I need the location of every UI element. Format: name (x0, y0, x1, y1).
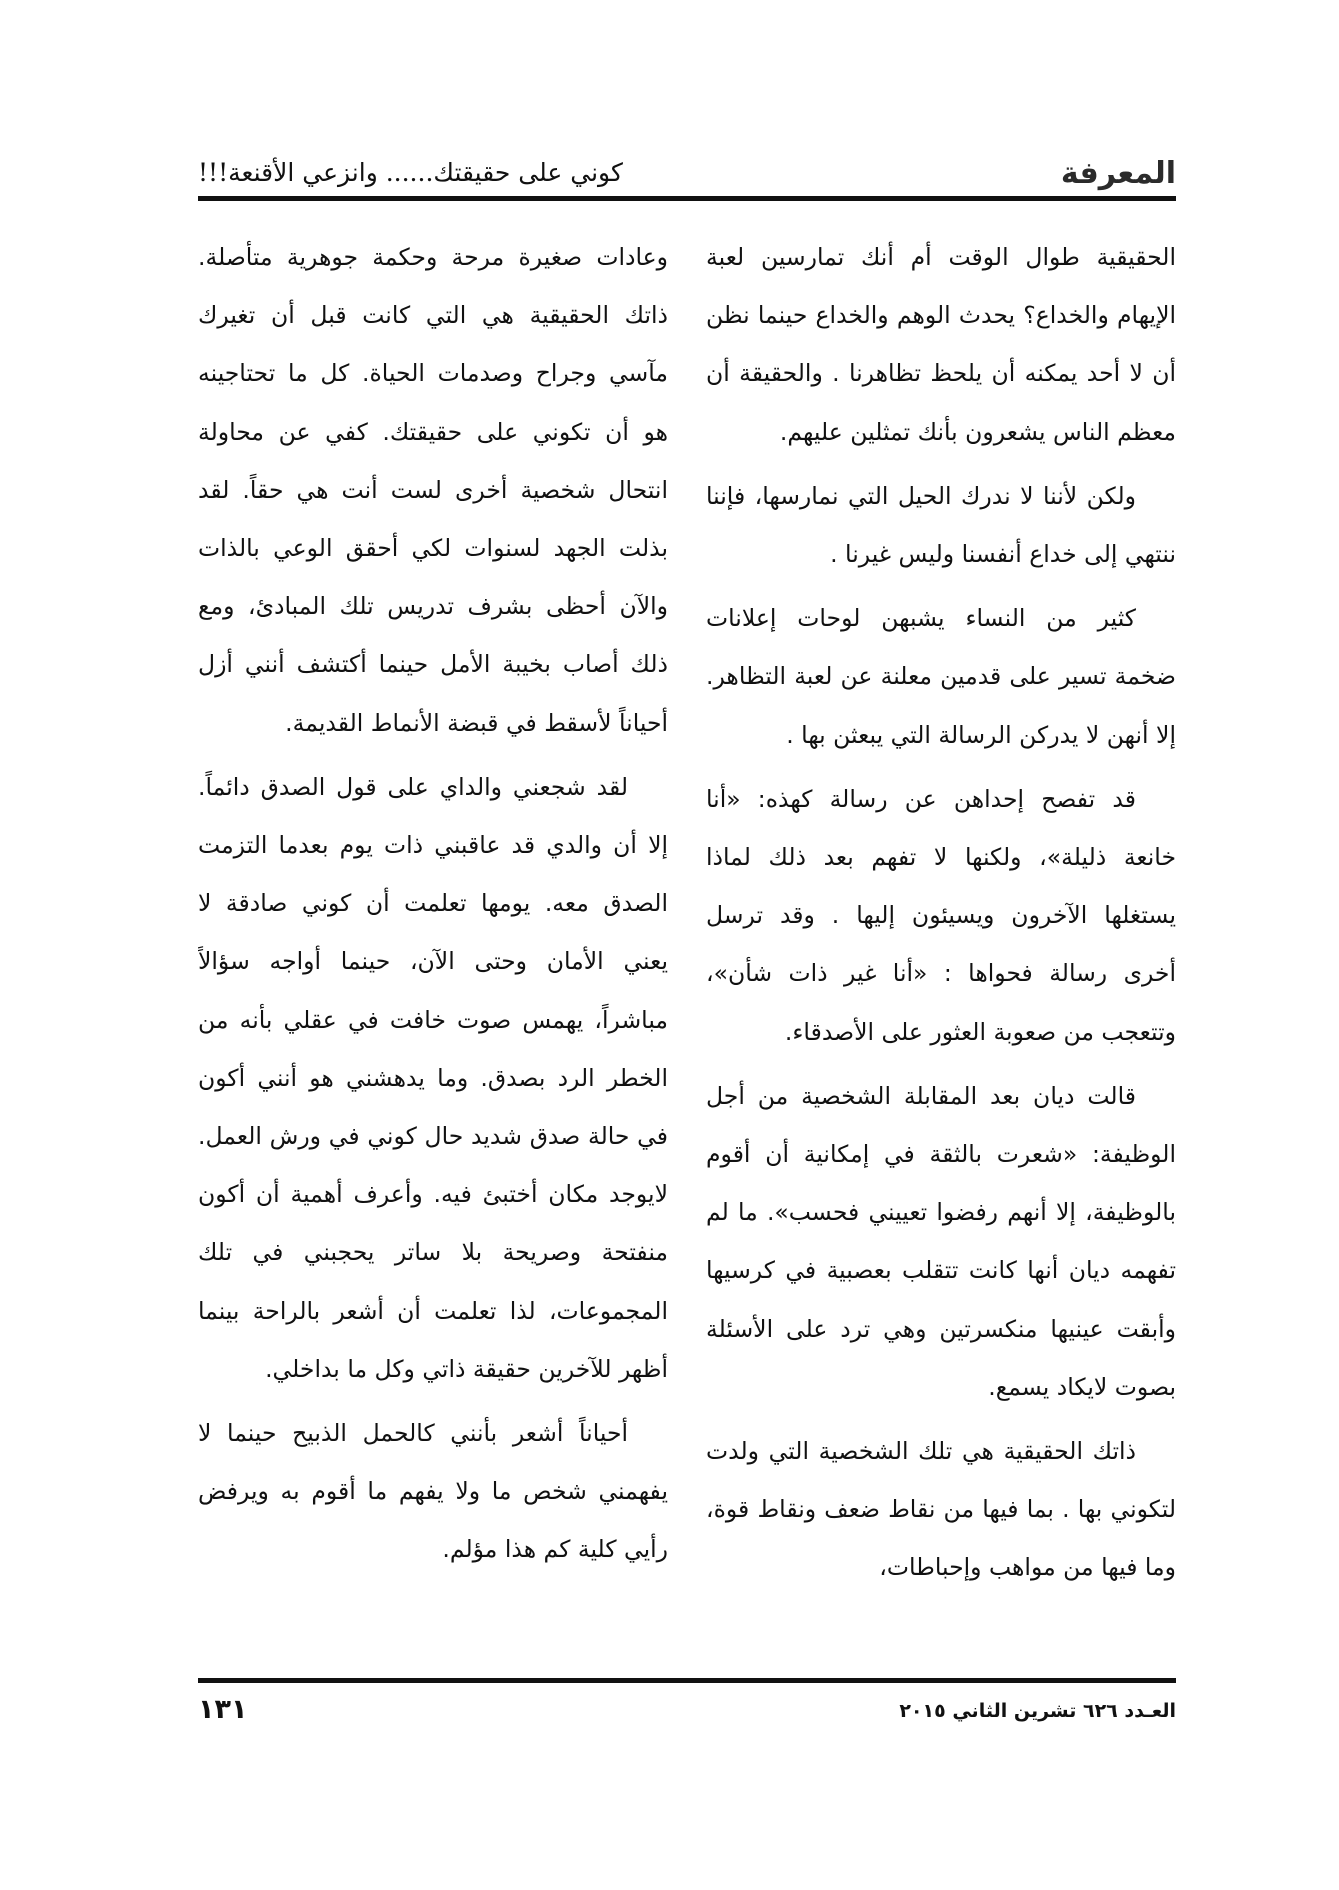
page-number: ١٣١ (198, 1694, 248, 1725)
paragraph: قالت ديان بعد المقابلة الشخصية من أجل الوظيفة: «شعرت بالثقة في إمكانية أن أقوم بالوظيفة، إلا أنهم رفضوا تعييني فحسب». ما لم تفهمه ديان أنها كانت تتقلب بعصبية في كرسيها وأبقت عينيها منكسرتين وهي ترد على الأسئلة بصوت لايكاد يسمع. (706, 1081, 1176, 1401)
paragraph: لقد شجعني والداي على قول الصدق دائماً. إلا أن والدي قد عاقبني ذات يوم بعدما التزمت الصدق معه. يومها تعلمت أن كوني صادقة لا يعني الأمان وحتى الآن، حينما أواجه سؤالاً مباشراً، يهمس صوت خافت في عقلي بأنه من الخطر الرد بصدق. وما يدهشني هو أنني أكون في حالة صدق شديد حال كوني في ورش العمل. لايوجد مكان أختبئ فيه. وأعرف أهمية أن أكون منفتحة وصريحة بلا ساتر يحجبني في تلك المجموعات، لذا تعلمت أن أشعر بالراحة بينما أظهر للآخرين حقيقة ذاتي وكل ما بداخلي. (198, 772, 668, 1383)
running-title: كوني على حقيقتك...... وانزعي الأقنعة!!! (198, 158, 623, 187)
magazine-logo: المعرفة (1060, 156, 1176, 191)
text-column-right (706, 228, 1176, 1668)
paragraph: الحقيقية طوال الوقت أم أنك تمارسين لعبة الإيهام والخداع؟ يحدث الوهم والخداع حينما نظن أن لا أحد يمكنه أن يلحظ تظاهرنا . والحقيقة أن معظم الناس يشعرون بأنك تمثلين عليهم. (706, 243, 1176, 446)
paragraph: قد تفصح إحداهن عن رسالة كهذه: «أنا خانعة ذليلة»، ولكنها لا تفهم بعد ذلك لماذا يستغلها الآخرون ويسيئون إليها . وقد ترسل أخرى رسالة فحواها : «أنا غير ذات شأن»، وتتعجب من صعوبة العثور على الأصدقاء. (706, 784, 1176, 1046)
paragraph: ولكن لأننا لا ندرك الحيل التي نمارسها، فإننا ننتهي إلى خداع أنفسنا وليس غيرنا . (706, 481, 1176, 569)
paragraph: وعادات صغيرة مرحة وحكمة جوهرية متأصلة. ذاتك الحقيقية هي التي كانت قبل أن تغيرك مآسي وجراح وصدمات الحياة. كل ما تحتاجينه هو أن تكوني على حقيقتك. كفي عن محاولة انتحال شخصية أخرى لست أنت هي حقاً. لقد بذلت الجهد لسنوات لكي أحقق الوعي بالذات والآن أحظى بشرف تدريس تلك المبادئ، ومع ذلك أصاب بخيبة الأمل حينما أكتشف أنني أزل أحياناً لأسقط في قبضة الأنماط القديمة. (198, 243, 668, 737)
issue-info: العـدد ٦٢٦ تشرين الثاني ٢٠١٥ (899, 1700, 1176, 1722)
page-header (198, 150, 1176, 200)
footer-rule (198, 1678, 1176, 1683)
paragraph: ذاتك الحقيقية هي تلك الشخصية التي ولدت لتكوني بها . بما فيها من نقاط ضعف ونقاط قوة، وما فيها من مواهب وإحباطات، (706, 1437, 1176, 1582)
paragraph: أحياناً أشعر بأنني كالحمل الذبيح حينما لا يفهمني شخص ما ولا يفهم ما أقوم به ويرفض رأيي كلية كم هذا مؤلم. (198, 1419, 668, 1564)
header-rule (198, 196, 1176, 201)
text-column-left (198, 228, 668, 1668)
paragraph: كثير من النساء يشبهن لوحات إعلانات ضخمة تسير على قدمين معلنة عن لعبة التظاهر. إلا أنهن لا يدركن الرسالة التي يبعثن بها . (706, 604, 1176, 749)
